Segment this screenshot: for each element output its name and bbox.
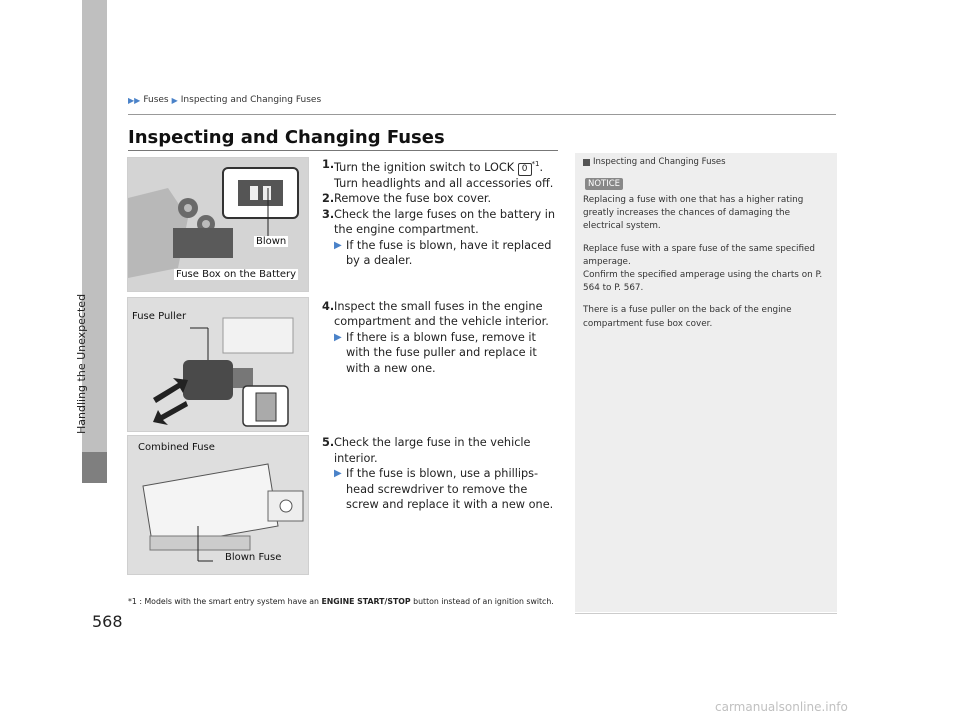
lock-position-icon: 0 (518, 163, 532, 176)
step-text: . Turn headlights and all accessories off. (334, 160, 554, 190)
step-5 (322, 435, 560, 466)
arrow-icon: ▶ (334, 239, 342, 251)
caption-fuse-box: Fuse Box on the Battery (176, 269, 297, 280)
footnote-bold: ENGINE START/STOP (321, 597, 411, 606)
sidebar-title (583, 157, 726, 167)
breadcrumb-arrow-icon: ▶ (171, 95, 178, 105)
step-5-sub (322, 466, 560, 513)
notice-badge: NOTICE (585, 178, 623, 190)
sidebar-paragraph: Replacing a fuse with one that has a higher rating greatly increases the chances of damaging the electrical system. (583, 195, 804, 232)
step-3-sub (322, 238, 560, 269)
step-text: Check the large fuse in the vehicle interior. (334, 436, 531, 465)
step-number: 5. (322, 436, 335, 450)
sidebar-paragraph: There is a fuse puller on the back of the engine compartment fuse box cover. (583, 305, 792, 329)
step-text: Turn the ignition switch to LOCK (334, 160, 518, 174)
step-2 (322, 191, 560, 207)
steps-column (322, 157, 560, 513)
note-icon (583, 159, 590, 166)
breadcrumb (128, 95, 321, 105)
sidebar-text (583, 194, 828, 340)
sub-text: If the fuse is blown, use a phillips-head screwdriver to remove the screw and replace it with a new one. (346, 467, 554, 512)
breadcrumb-arrow-icon: ▶▶ (128, 95, 141, 105)
footnote-mark: *1 : (128, 597, 142, 606)
figure-combined-fuse (127, 435, 309, 575)
footnote-text: Models with the smart entry system have an (144, 597, 319, 606)
step-text: Check the large fuses on the battery in the engine compartment. (334, 207, 556, 237)
watermark: carmanualsonline.info (715, 700, 848, 714)
breadcrumb-fuses[interactable]: Fuses (143, 95, 169, 105)
side-tab-marker (82, 452, 107, 483)
step-text: Inspect the small fuses in the engine compartment and the vehicle interior. (334, 299, 549, 329)
page-title: Inspecting and Changing Fuses (128, 127, 445, 148)
box-bottom-line (575, 613, 837, 614)
sub-text: If the fuse is blown, have it replaced by a dealer. (346, 238, 552, 268)
footnote-text: button instead of an ignition switch. (413, 597, 554, 606)
sub-text: If there is a blown fuse, remove it with the fuse puller and replace it with a new one. (346, 330, 537, 375)
caption-fuse-puller: Fuse Puller (132, 311, 187, 322)
title-divider (128, 150, 558, 151)
step-3 (322, 207, 560, 238)
step-number: 2. (322, 192, 335, 206)
step-number: 1. (322, 158, 335, 171)
arrow-icon: ▶ (334, 468, 342, 480)
step-4-sub (322, 330, 560, 377)
sidebar-title-text: Inspecting and Changing Fuses (593, 157, 726, 167)
side-tab-label: Handling the Unexpected (75, 293, 88, 434)
caption-blown: Blown (256, 236, 287, 247)
step-4 (322, 299, 560, 330)
page-number: 568 (92, 612, 123, 631)
sidebar-paragraph: Replace fuse with a spare fuse of the same specified amperage. (583, 243, 816, 267)
caption-blown-fuse: Blown Fuse (225, 552, 282, 563)
arrow-icon: ▶ (334, 331, 342, 343)
footnote (128, 597, 554, 606)
step-text: Remove the fuse box cover. (334, 192, 492, 206)
footnote-ref[interactable]: *1 (531, 160, 540, 168)
step-number: 4. (322, 299, 335, 313)
figure-fuse-puller (127, 297, 309, 432)
side-tab-label-wrap (55, 200, 135, 450)
figure-fuse-box-battery (127, 157, 309, 292)
sidebar-paragraph[interactable]: Confirm the specified amperage using the charts on P. 564 to P. 567. (583, 270, 823, 294)
step-number: 3. (322, 207, 335, 221)
step-1 (322, 157, 560, 191)
breadcrumb-current[interactable]: Inspecting and Changing Fuses (180, 95, 322, 105)
caption-combined-fuse: Combined Fuse (138, 442, 215, 453)
header-divider (128, 114, 836, 115)
